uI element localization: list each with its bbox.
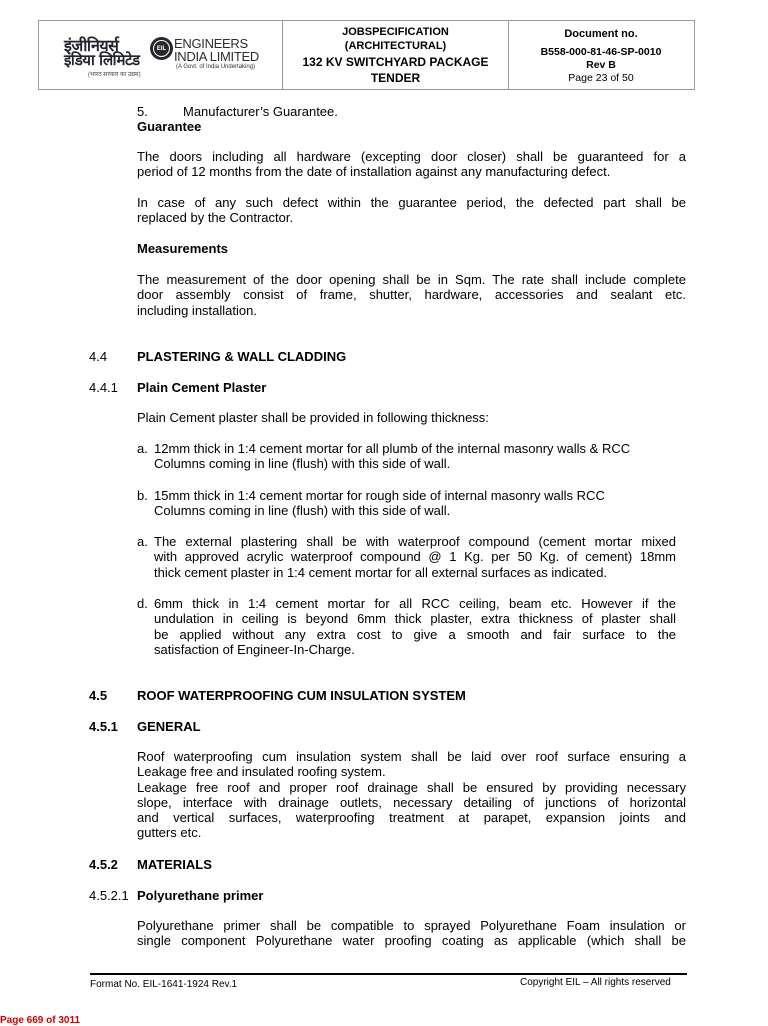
text-line: The doors including all hardware (excepting door closer) shall be guaranteed for a xyxy=(137,149,686,164)
logo-english-name: INDIA LIMITED xyxy=(174,49,259,64)
logo-english-name: ENGINEERS xyxy=(174,36,248,51)
company-logo-icon xyxy=(150,37,173,60)
text-line: with approved acrylic waterproof compound @ 1 Kg. per 50 Kg. of cement) 18mm xyxy=(154,549,676,565)
list-marker: a. xyxy=(137,534,148,549)
spec-subtitle: (ARCHITECTURAL) xyxy=(344,40,447,52)
text-line: thick cement plaster in 1:4 cement mortar for all external surfaces as indicated. xyxy=(154,564,608,580)
section-title: MATERIALS xyxy=(137,857,212,872)
section-intro: Plain Cement plaster shall be provided in following thickness: xyxy=(137,410,489,425)
text-line: door assembly consist of frame, shutter, hardware, accessories and sealant etc. xyxy=(137,287,686,303)
item-text: Manufacturer’s Guarantee. xyxy=(183,104,338,119)
text-line: be applied without any extra cost to give a smooth and fair surface to the xyxy=(154,626,676,642)
text-line: Leakage free roof and proper roof drainage shall be ensured by providing necessary xyxy=(137,779,686,795)
text-line: slope, interface with drainage outlets, necessary detailing of junctions of horizontal xyxy=(137,794,686,810)
logo-english-tagline: (A Govt. of India Undertaking) xyxy=(176,64,256,70)
page-number: Page 23 of 50 xyxy=(568,72,634,84)
text-line: including installation. xyxy=(137,302,257,318)
paragraph-general xyxy=(137,749,686,841)
document-number: B558-000-81-46-SP-0010 xyxy=(540,46,662,58)
heading-guarantee: Guarantee xyxy=(137,119,202,134)
list-item xyxy=(154,534,676,580)
section-number: 4.5 xyxy=(89,688,108,703)
list-item xyxy=(154,441,676,472)
section-title: PLASTERING & WALL CLADDING xyxy=(137,349,347,364)
copyright: Copyright EIL – All rights reserved xyxy=(520,977,671,988)
text-line: Leakage free and insulated roofing system. xyxy=(137,764,386,780)
list-marker: a. xyxy=(137,441,148,456)
spec-title: JOBSPECIFICATION xyxy=(342,26,449,38)
list-item xyxy=(154,596,676,657)
document-number-label: Document no. xyxy=(564,28,638,40)
text-line: Polyurethane primer shall be compatible to sprayed Polyurethane Foam insulation or xyxy=(137,918,686,933)
logo-hindi-name: इंडिया लिमिटेड xyxy=(64,51,140,69)
section-title: Plain Cement Plaster xyxy=(137,380,267,395)
text-line: 15mm thick in 1:4 cement mortar for rough side of internal masonry walls RCC xyxy=(154,488,605,503)
format-number: Format No. EIL-1641-1924 Rev.1 xyxy=(90,979,238,990)
list-item xyxy=(154,488,676,519)
section-number: 4.5.2.1 xyxy=(89,888,129,903)
item-number: 5. xyxy=(137,104,148,119)
text-line: Columns coming in line (flush) with this side of wall. xyxy=(154,456,451,472)
section-title: GENERAL xyxy=(137,719,201,734)
text-line: replaced by the Contractor. xyxy=(137,210,294,226)
logo-hindi-tagline: (भारत सरकार का उद्यम) xyxy=(88,72,141,78)
section-number: 4.5.1 xyxy=(89,719,118,734)
text-line: 6mm thick in 1:4 cement mortar for all RCC ceiling, beam etc. However if the xyxy=(154,596,676,611)
text-line: In case of any such defect within the guarantee period, the defected part shall be xyxy=(137,195,686,210)
text-line: The external plastering shall be with waterproof compound (cement mortar mixed xyxy=(154,534,676,549)
text-line: satisfaction of Engineer-In-Charge. xyxy=(154,641,355,657)
list-marker: b. xyxy=(137,488,148,503)
paragraph-guarantee-2 xyxy=(137,195,686,226)
logo-hindi-name: इंजीनियर्स xyxy=(64,36,119,55)
text-line: The measurement of the door opening shall be in Sqm. The rate shall include complete xyxy=(137,272,686,287)
text-line: single component Polyurethane water proofing coating as applicable (which shall be xyxy=(137,933,686,949)
tender-label: TENDER xyxy=(370,71,421,85)
package-title: 132 KV SWITCHYARD PACKAGE xyxy=(302,55,489,69)
logo-emblem-text: EIL xyxy=(156,45,167,52)
text-line: undulation in ceiling is beyond 6mm thick plaster, extra thickness of plaster shall xyxy=(154,611,676,627)
section-number: 4.5.2 xyxy=(89,857,118,872)
text-line: Columns coming in line (flush) with this side of wall. xyxy=(154,503,451,519)
text-line: and vertical surfaces, waterproofing treatment at parapet, expansion joints and xyxy=(137,810,686,826)
list-marker: d. xyxy=(137,596,148,611)
heading-measurements: Measurements xyxy=(137,241,229,256)
text-line: 12mm thick in 1:4 cement mortar for all plumb of the internal masonry walls & RCC xyxy=(154,441,631,456)
section-title: ROOF WATERPROOFING CUM INSULATION SYSTEM xyxy=(137,688,466,703)
text-line: Roof waterproofing cum insulation system shall be laid over roof surface ensuring a xyxy=(137,749,686,764)
revision: Rev B xyxy=(586,59,616,71)
section-title: Polyurethane primer xyxy=(137,888,264,903)
text-line: period of 12 months from the date of installation against any manufacturing defect. xyxy=(137,164,611,180)
section-number: 4.4.1 xyxy=(89,380,118,395)
section-number: 4.4 xyxy=(89,349,108,364)
text-line: gutters etc. xyxy=(137,825,202,841)
footer-rule xyxy=(90,973,687,975)
paragraph-measurements xyxy=(137,272,686,318)
paragraph-primer xyxy=(137,918,686,949)
paragraph-guarantee-1 xyxy=(137,149,686,180)
page-stamp: Page 669 of 3011 xyxy=(0,1015,81,1026)
